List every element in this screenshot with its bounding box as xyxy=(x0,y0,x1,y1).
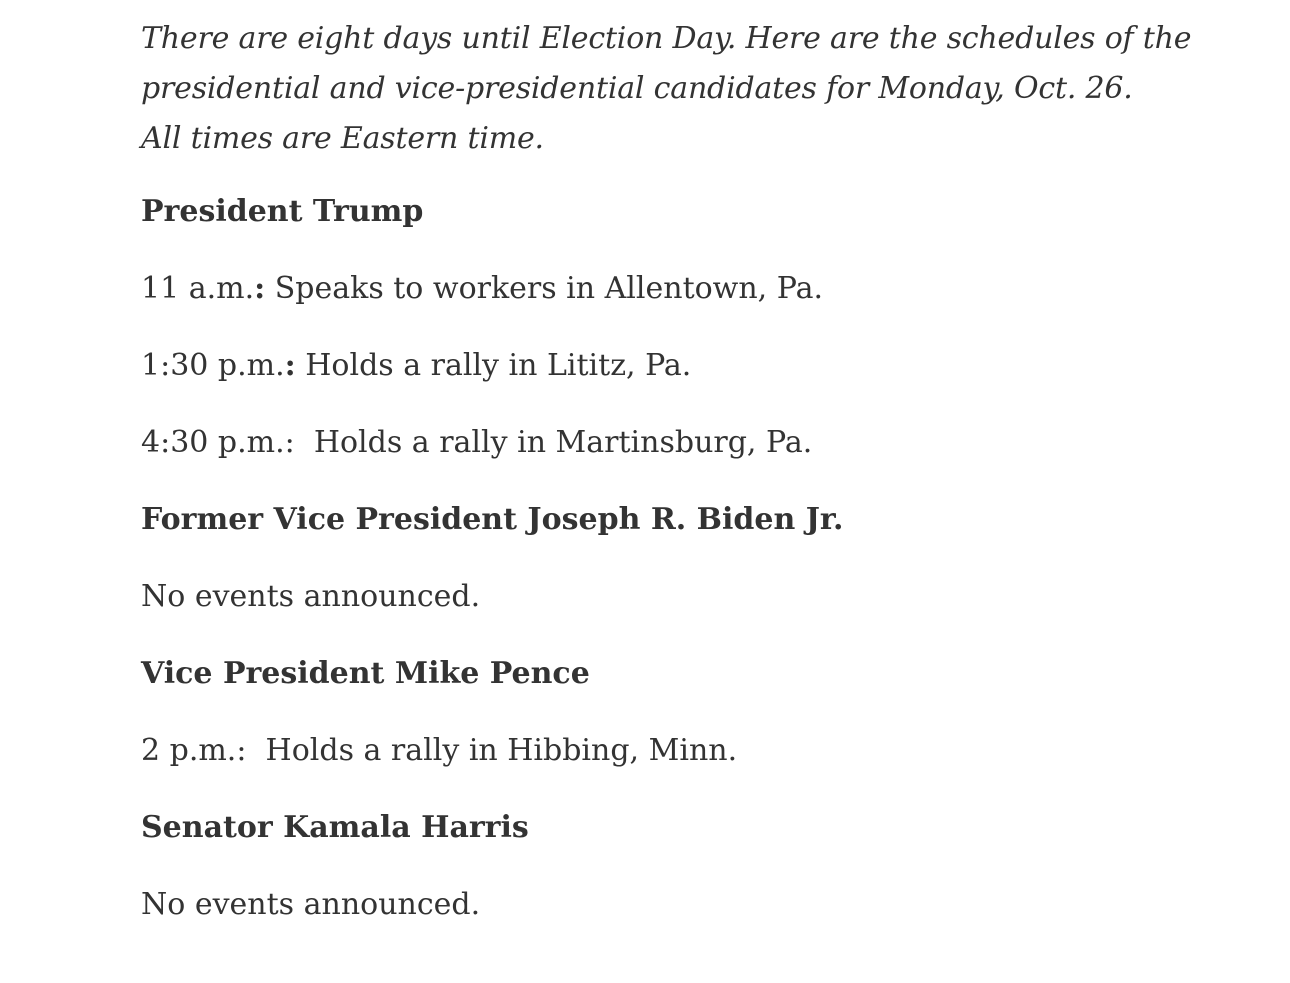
event-time: 1:30 p.m. xyxy=(141,348,285,383)
event-time: 4:30 p.m. xyxy=(141,425,285,460)
event-colon: : xyxy=(254,271,266,306)
event-time: 11 a.m. xyxy=(141,271,255,306)
schedule-entry xyxy=(141,577,1221,654)
event-time: 2 p.m. xyxy=(141,733,237,768)
schedule-entry xyxy=(141,731,1221,808)
schedule-entry xyxy=(141,423,1221,500)
event-colon: : xyxy=(236,733,247,768)
intro-paragraph xyxy=(141,14,1221,164)
intro-line: presidential and vice-presidential candidates for Monday, Oct. 26. xyxy=(141,71,1133,106)
event-description: No events announced. xyxy=(141,579,481,614)
candidate-heading-harris: Senator Kamala Harris xyxy=(141,810,529,845)
event-description: Holds a rally in Hibbing, Minn. xyxy=(246,733,738,768)
event-description: Holds a rally in Lititz, Pa. xyxy=(295,348,692,383)
schedule-entry xyxy=(141,885,1221,962)
event-colon: : xyxy=(284,425,295,460)
intro-line: There are eight days until Election Day. Here are the schedules of the xyxy=(141,21,1192,56)
event-description: No events announced. xyxy=(141,887,481,922)
event-colon: : xyxy=(284,348,296,383)
candidate-heading-trump: President Trump xyxy=(141,194,424,229)
event-description: Speaks to workers in Allentown, Pa. xyxy=(265,271,824,306)
intro-line: All times are Eastern time. xyxy=(141,121,544,156)
event-description: Holds a rally in Martinsburg, Pa. xyxy=(294,425,813,460)
intro-text xyxy=(141,14,1221,164)
article-body xyxy=(141,14,1221,962)
schedule-entry xyxy=(141,346,1221,423)
candidate-heading-biden: Former Vice President Joseph R. Biden Jr. xyxy=(141,502,844,537)
candidate-heading-pence: Vice President Mike Pence xyxy=(141,656,590,691)
schedule-entry xyxy=(141,269,1221,346)
